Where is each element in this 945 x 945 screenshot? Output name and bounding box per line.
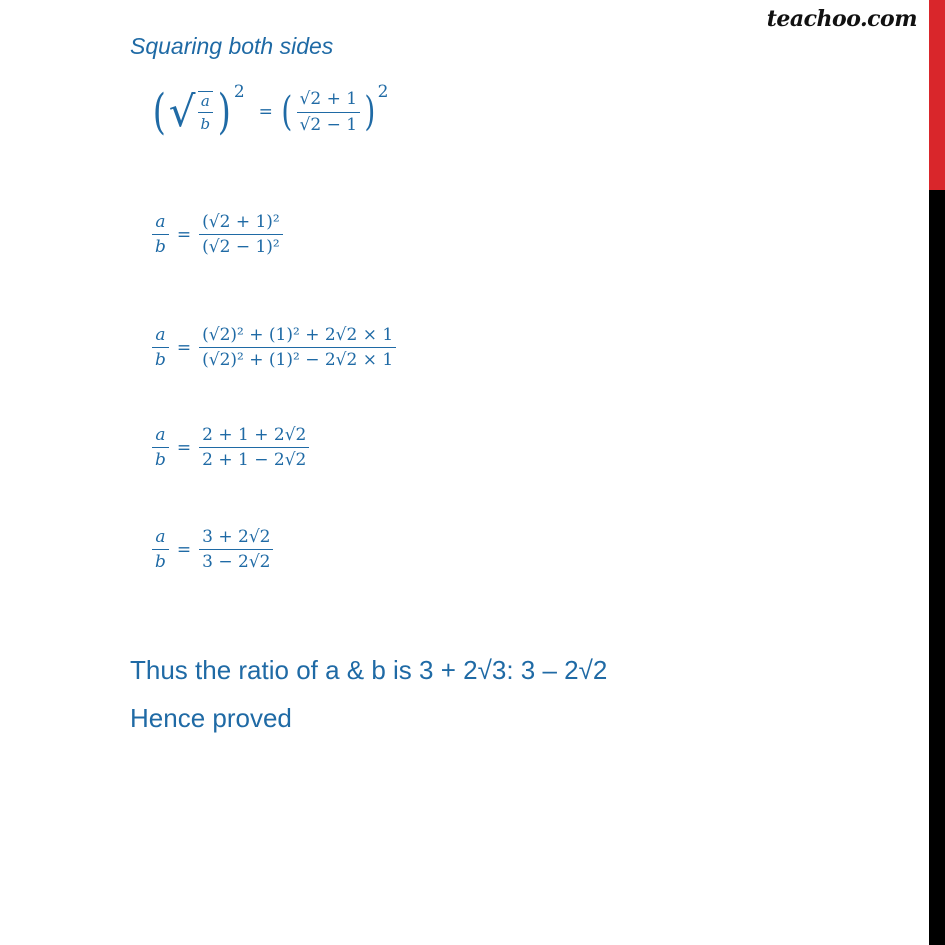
equation-step-3 (150, 325, 398, 371)
fraction-denominator: 3 − 2√2 (202, 552, 271, 573)
fraction-numerator: 2 + 1 + 2√2 (199, 425, 309, 448)
fraction-denominator: b (155, 237, 166, 258)
rhs-fraction (199, 527, 273, 573)
equation-step-5 (150, 527, 275, 573)
fraction-denominator: √2 − 1 (299, 114, 358, 135)
fraction-denominator: 2 + 1 − 2√2 (202, 450, 307, 471)
fraction-denominator: b (155, 450, 166, 471)
conclusion-text: Thus the ratio of a & b is 3 + 2√3: 3 – 2√2 (130, 655, 608, 685)
fraction-denominator: b (155, 552, 166, 573)
right-paren: ) (364, 89, 376, 135)
fraction-numerator: (√2)² + (1)² + 2√2 × 1 (199, 325, 396, 348)
equals-sign: = (176, 437, 192, 458)
fraction-numerator: 3 + 2√2 (199, 527, 273, 550)
lhs-fraction (152, 527, 169, 573)
rhs-fraction (199, 425, 309, 471)
exponent: 2 (233, 82, 245, 102)
fraction-numerator: a (152, 527, 168, 550)
right-paren: ) (217, 84, 232, 140)
lhs-fraction (152, 425, 169, 471)
fraction-numerator: a (152, 425, 168, 448)
equals-sign: = (176, 224, 192, 245)
teachoo-logo: teachoo.com (766, 6, 917, 32)
equation-squaring (150, 82, 389, 140)
equals-sign: = (258, 102, 273, 122)
exponent: 2 (377, 82, 389, 102)
lhs-fraction (152, 212, 169, 258)
fraction-numerator: a (152, 212, 168, 235)
sqrt-a-over-b (198, 91, 214, 133)
fraction-numerator: a (152, 325, 168, 348)
equals-sign: = (176, 337, 192, 358)
rhs-fraction (199, 325, 396, 371)
fraction-numerator: (√2 + 1)² (199, 212, 283, 235)
equation-step-4 (150, 425, 311, 471)
left-paren: ( (281, 89, 293, 135)
fraction-numerator: √2 + 1 (297, 89, 361, 112)
rhs-fraction (297, 89, 361, 135)
fraction-denominator: b (155, 350, 166, 371)
lhs-fraction (152, 325, 169, 371)
fraction-denominator: (√2)² + (1)² − 2√2 × 1 (202, 350, 394, 371)
fraction-denominator: (√2 − 1)² (202, 237, 280, 258)
rhs-fraction (199, 212, 283, 258)
step-heading: Squaring both sides (130, 33, 334, 59)
sidebar-accent-black (929, 190, 945, 945)
equals-sign: = (176, 539, 192, 560)
left-paren: ( (152, 84, 166, 140)
sqrt-symbol: √ (168, 87, 196, 136)
fraction-denominator: b (200, 115, 211, 133)
hence-proved-text: Hence proved (130, 703, 292, 733)
fraction-numerator: a (198, 92, 213, 113)
sidebar-accent-red (929, 0, 945, 190)
equation-step-2 (150, 212, 285, 258)
